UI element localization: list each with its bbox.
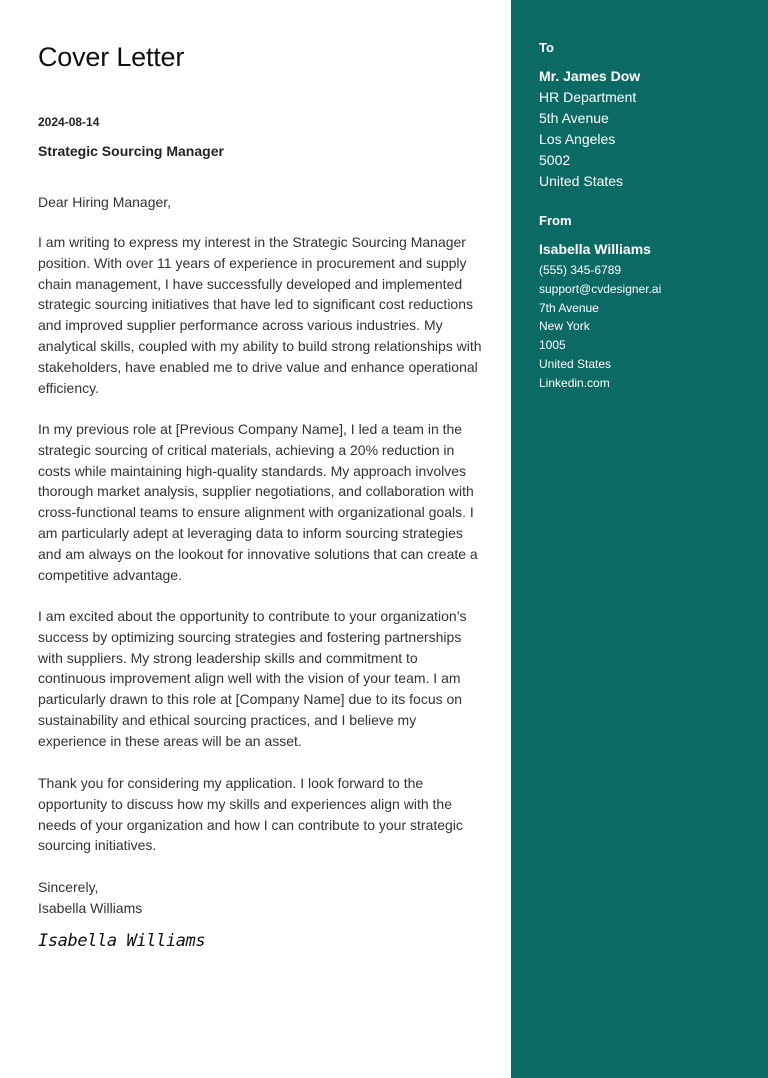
- sender-city: New York: [539, 319, 590, 334]
- salutation: Dear Hiring Manager,: [38, 194, 172, 210]
- sender-postal-code: 1005: [539, 338, 566, 353]
- body-paragraph-3: I am excited about the opportunity to contribute to your organization’s success by optimizing sourcing strategies and fostering partnerships with suppliers. My strong leadership skills and commitment to continuous improvement align well with the vision of your team. I am particularly drawn to this role at [Company Name] due to its focus on sustainability and ethical sourcing practices, and I believe my experience in these areas will be an asset.: [38, 608, 467, 749]
- recipient-department: HR Department: [539, 89, 637, 105]
- handwritten-signature: Isabella Williams: [38, 931, 206, 951]
- sender-contact: [539, 261, 661, 393]
- sender-phone[interactable]: (555) 345-6789: [539, 263, 622, 277]
- body-paragraph-2: In my previous role at [Previous Company Name], I led a team in the strategic sourcing of critical materials, achieving a 20% reduction in costs while maintaining high-quality standards. My approach involves thorough market analysis, supplier negotiations, and collaboration with cross-functional teams to ensure alignment with organizational goals. I am particularly adept at leveraging data to inform sourcing strategies and am always on the lookout for innovative solutions that can create a competitive advantage.: [38, 421, 478, 583]
- recipient-street: 5th Avenue: [539, 110, 609, 126]
- letter-date: 2024-08-14: [38, 115, 100, 129]
- sender-email[interactable]: support@cvdesigner.ai: [539, 281, 662, 296]
- closing-phrase: Sincerely,: [38, 879, 99, 895]
- sender-linkedin-link[interactable]: Linkedin.com: [539, 375, 610, 390]
- recipient-city: Los Angeles: [539, 131, 616, 147]
- recipient-address: [539, 87, 636, 192]
- body-paragraph-1: I am writing to express my interest in the Strategic Sourcing Manager position. With over 11 years of experience in procurement and supply chain management, I have successfully developed and implemented strategic sourcing initiatives that have led to significant cost reductions and improved supplier performance across various industries. My analytical skills, coupled with my ability to build strong relationships with stakeholders, have enabled me to drive value and enhance operational efficiency.: [38, 234, 482, 396]
- closing-block: [38, 877, 142, 919]
- recipient-name: Mr. James Dow: [539, 68, 641, 84]
- sender-country: United States: [539, 356, 612, 371]
- contact-sidebar: [511, 0, 768, 1078]
- closing-name: Isabella Williams: [38, 899, 143, 916]
- recipient-country: United States: [539, 173, 624, 189]
- recipient-postal-code: 5002: [539, 152, 571, 168]
- page-title: Cover Letter: [38, 42, 185, 72]
- body-paragraph-4: Thank you for considering my application. I look forward to the opportunity to discuss how my skills and experiences align with the needs of your organization and how I can contribute to your strategic sourcing initiatives.: [38, 775, 463, 854]
- sender-name: Isabella Williams: [539, 241, 651, 257]
- to-heading: To: [539, 40, 554, 55]
- sender-street: 7th Avenue: [539, 300, 599, 315]
- job-title: Strategic Sourcing Manager: [38, 143, 224, 159]
- from-heading: From: [539, 213, 572, 228]
